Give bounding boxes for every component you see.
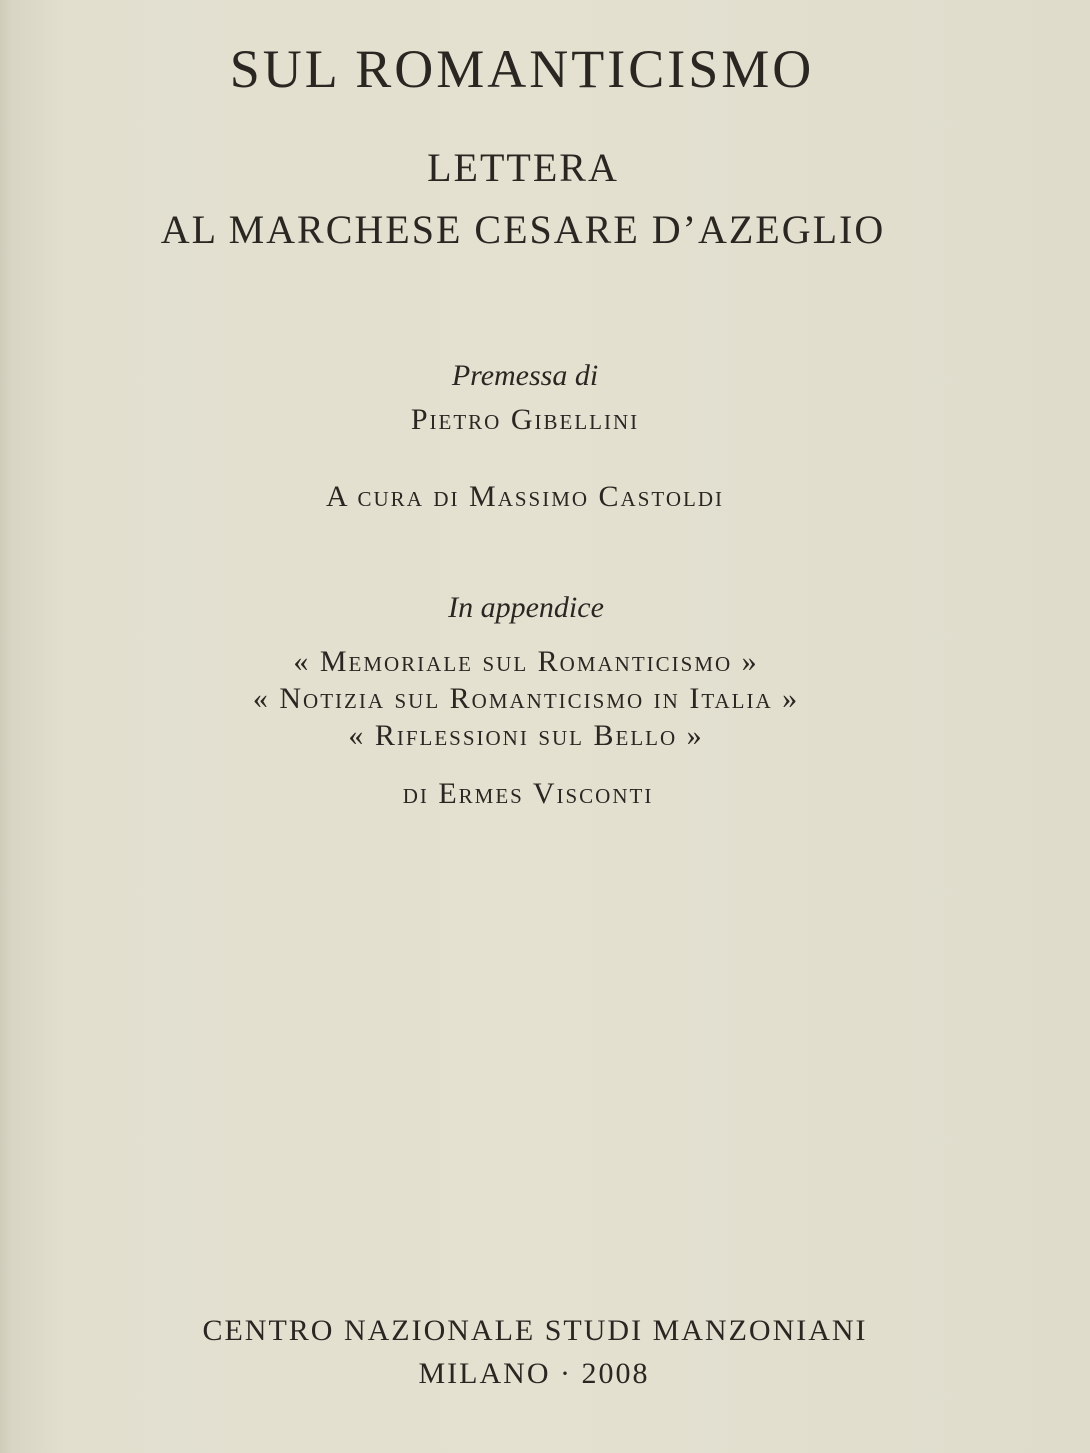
subtitle-line-1: LETTERA xyxy=(427,145,619,190)
editor-credit: A cura di Massimo Castoldi xyxy=(326,480,724,513)
appendix-item: « Riflessioni sul Bello » xyxy=(348,719,704,752)
publisher-name: CENTRO NAZIONALE STUDI MANZONIANI xyxy=(202,1314,868,1347)
subtitle-line-2: AL MARCHESE CESARE D’AZEGLIO xyxy=(160,207,886,252)
appendix-item: « Memoriale sul Romanticismo » xyxy=(293,645,759,678)
appendix-label: In appendice xyxy=(448,591,604,624)
book-title: SUL ROMANTICISMO xyxy=(229,39,815,99)
appendix-item: « Notizia sul Romanticismo in Italia » xyxy=(252,682,800,715)
preface-author: Pietro Gibellini xyxy=(410,403,640,436)
preface-label: Premessa di xyxy=(451,359,599,392)
publication-place-year: MILANO · 2008 xyxy=(418,1357,650,1390)
appendix-author: di Ermes Visconti xyxy=(402,777,654,810)
